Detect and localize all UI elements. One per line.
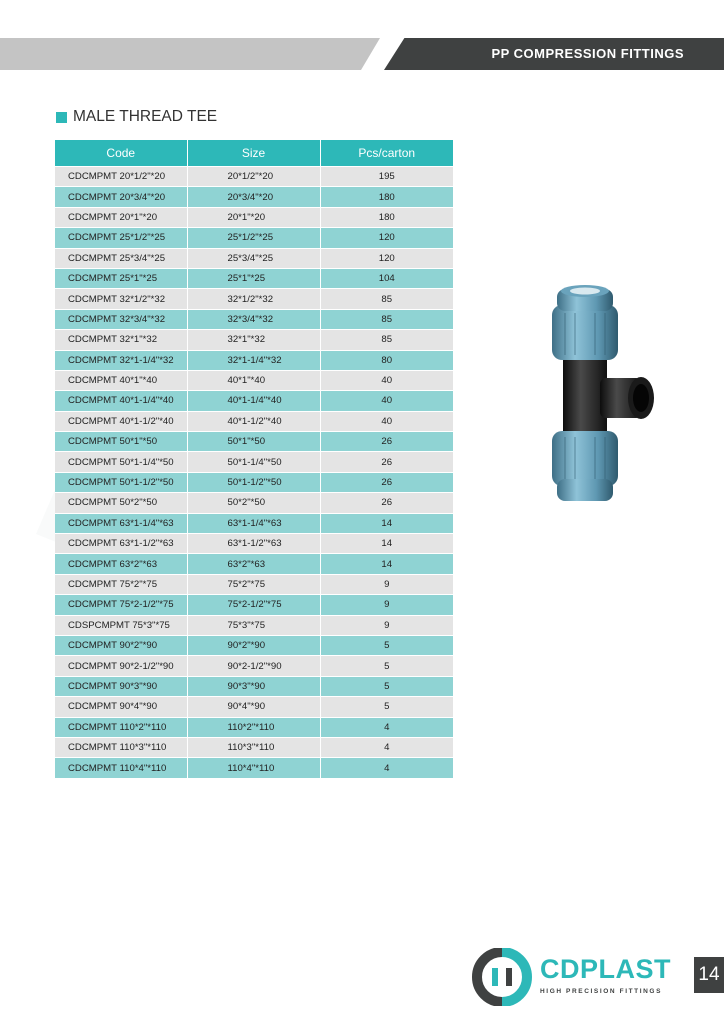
cell-size: 90*2"*90 bbox=[187, 635, 320, 655]
brand-logo bbox=[470, 948, 680, 1006]
section-title: MALE THREAD TEE bbox=[73, 108, 218, 125]
cell-code: CDSPCMPMT 75*3"*75 bbox=[55, 615, 187, 635]
cell-pcs-carton: 40 bbox=[320, 391, 453, 411]
cell-code: CDCMPMT 20*3/4"*20 bbox=[55, 187, 187, 207]
cell-pcs-carton: 26 bbox=[320, 432, 453, 452]
table-row bbox=[55, 635, 453, 655]
cell-code: CDCMPMT 110*2"*110 bbox=[55, 717, 187, 737]
page-number: 14 bbox=[694, 957, 724, 993]
table-row bbox=[55, 411, 453, 431]
cell-code: CDCMPMT 50*1-1/4"*50 bbox=[55, 452, 187, 472]
table-row bbox=[55, 452, 453, 472]
cell-size: 40*1-1/2"*40 bbox=[187, 411, 320, 431]
cell-code: CDCMPMT 90*2"*90 bbox=[55, 635, 187, 655]
table-row bbox=[55, 289, 453, 309]
table-row bbox=[55, 676, 453, 696]
cell-size: 40*1-1/4"*40 bbox=[187, 391, 320, 411]
section-square-icon bbox=[56, 112, 67, 123]
cell-size: 32*1"*32 bbox=[187, 330, 320, 350]
cell-size: 40*1"*40 bbox=[187, 370, 320, 390]
cell-size: 110*3"*110 bbox=[187, 737, 320, 757]
cell-size: 25*3/4"*25 bbox=[187, 248, 320, 268]
table-row bbox=[55, 493, 453, 513]
cell-pcs-carton: 14 bbox=[320, 534, 453, 554]
header-code: Code bbox=[55, 140, 187, 167]
table-row bbox=[55, 513, 453, 533]
table-row bbox=[55, 207, 453, 227]
table-row bbox=[55, 248, 453, 268]
cell-code: CDCMPMT 75*2-1/2"*75 bbox=[55, 595, 187, 615]
cell-pcs-carton: 40 bbox=[320, 411, 453, 431]
cell-size: 90*3"*90 bbox=[187, 676, 320, 696]
header-band-grey bbox=[0, 38, 380, 70]
cell-code: CDCMPMT 110*3"*110 bbox=[55, 737, 187, 757]
cell-pcs-carton: 180 bbox=[320, 207, 453, 227]
cell-pcs-carton: 5 bbox=[320, 656, 453, 676]
cell-size: 25*1/2"*25 bbox=[187, 228, 320, 248]
table-row bbox=[55, 391, 453, 411]
table-row bbox=[55, 615, 453, 635]
table-row bbox=[55, 228, 453, 248]
cell-code: CDCMPMT 40*1-1/2"*40 bbox=[55, 411, 187, 431]
cell-size: 50*1-1/2"*50 bbox=[187, 472, 320, 492]
cell-pcs-carton: 85 bbox=[320, 289, 453, 309]
cell-size: 75*2-1/2"*75 bbox=[187, 595, 320, 615]
table-row bbox=[55, 554, 453, 574]
cell-pcs-carton: 104 bbox=[320, 268, 453, 288]
table-row bbox=[55, 432, 453, 452]
cell-size: 90*4"*90 bbox=[187, 697, 320, 717]
cell-code: CDCMPMT 40*1"*40 bbox=[55, 370, 187, 390]
cell-code: CDCMPMT 25*1"*25 bbox=[55, 268, 187, 288]
cell-size: 20*3/4"*20 bbox=[187, 187, 320, 207]
cell-pcs-carton: 26 bbox=[320, 452, 453, 472]
table-header-row bbox=[55, 140, 453, 167]
cell-size: 50*1"*50 bbox=[187, 432, 320, 452]
cell-size: 32*1/2"*32 bbox=[187, 289, 320, 309]
cell-pcs-carton: 4 bbox=[320, 758, 453, 778]
cell-size: 90*2-1/2"*90 bbox=[187, 656, 320, 676]
cell-code: CDCMPMT 63*1-1/2"*63 bbox=[55, 534, 187, 554]
cell-pcs-carton: 9 bbox=[320, 615, 453, 635]
cell-pcs-carton: 85 bbox=[320, 309, 453, 329]
cell-pcs-carton: 80 bbox=[320, 350, 453, 370]
cell-size: 50*1-1/4"*50 bbox=[187, 452, 320, 472]
cell-code: CDCMPMT 32*1-1/4"*32 bbox=[55, 350, 187, 370]
cell-size: 32*3/4"*32 bbox=[187, 309, 320, 329]
table-row bbox=[55, 268, 453, 288]
cell-code: CDCMPMT 32*1/2"*32 bbox=[55, 289, 187, 309]
cell-pcs-carton: 180 bbox=[320, 187, 453, 207]
cell-code: CDCMPMT 50*1-1/2"*50 bbox=[55, 472, 187, 492]
cell-pcs-carton: 5 bbox=[320, 676, 453, 696]
table-row bbox=[55, 697, 453, 717]
cell-code: CDCMPMT 32*1"*32 bbox=[55, 330, 187, 350]
cell-pcs-carton: 85 bbox=[320, 330, 453, 350]
cell-code: CDCMPMT 63*2"*63 bbox=[55, 554, 187, 574]
cell-size: 25*1"*25 bbox=[187, 268, 320, 288]
cell-size: 63*1-1/4"*63 bbox=[187, 513, 320, 533]
table-row bbox=[55, 534, 453, 554]
cell-code: CDCMPMT 75*2"*75 bbox=[55, 574, 187, 594]
table-row bbox=[55, 717, 453, 737]
cell-pcs-carton: 9 bbox=[320, 574, 453, 594]
table-row bbox=[55, 737, 453, 757]
logo-name: CDPLAST bbox=[540, 954, 671, 984]
product-table bbox=[55, 140, 453, 778]
cell-pcs-carton: 14 bbox=[320, 554, 453, 574]
cell-pcs-carton: 195 bbox=[320, 167, 453, 187]
cell-code: CDCMPMT 110*4"*110 bbox=[55, 758, 187, 778]
header-title: PP COMPRESSION FITTINGS bbox=[491, 46, 684, 61]
cell-code: CDCMPMT 50*2"*50 bbox=[55, 493, 187, 513]
header-size: Size bbox=[187, 140, 320, 167]
cell-size: 110*2"*110 bbox=[187, 717, 320, 737]
cell-size: 63*2"*63 bbox=[187, 554, 320, 574]
cell-pcs-carton: 4 bbox=[320, 737, 453, 757]
cell-code: CDCMPMT 25*1/2"*25 bbox=[55, 228, 187, 248]
cell-pcs-carton: 120 bbox=[320, 228, 453, 248]
table-row bbox=[55, 758, 453, 778]
cell-code: CDCMPMT 20*1"*20 bbox=[55, 207, 187, 227]
cell-size: 63*1-1/2"*63 bbox=[187, 534, 320, 554]
table-row bbox=[55, 167, 453, 187]
male-thread-tee-image bbox=[545, 283, 657, 505]
cell-size: 75*2"*75 bbox=[187, 574, 320, 594]
cell-pcs-carton: 120 bbox=[320, 248, 453, 268]
logo-text bbox=[540, 954, 671, 985]
cell-code: CDCMPMT 25*3/4"*25 bbox=[55, 248, 187, 268]
cell-code: CDCMPMT 50*1"*50 bbox=[55, 432, 187, 452]
cell-size: 110*4"*110 bbox=[187, 758, 320, 778]
cell-code: CDCMPMT 40*1-1/4"*40 bbox=[55, 391, 187, 411]
table-row bbox=[55, 187, 453, 207]
table-row bbox=[55, 370, 453, 390]
cell-code: CDCMPMT 90*4"*90 bbox=[55, 697, 187, 717]
cell-pcs-carton: 40 bbox=[320, 370, 453, 390]
table-row bbox=[55, 595, 453, 615]
cell-pcs-carton: 14 bbox=[320, 513, 453, 533]
cell-code: CDCMPMT 20*1/2"*20 bbox=[55, 167, 187, 187]
table-row bbox=[55, 309, 453, 329]
cell-size: 50*2"*50 bbox=[187, 493, 320, 513]
table-row bbox=[55, 656, 453, 676]
cell-pcs-carton: 26 bbox=[320, 472, 453, 492]
cell-pcs-carton: 4 bbox=[320, 717, 453, 737]
cell-pcs-carton: 5 bbox=[320, 635, 453, 655]
cell-size: 75*3"*75 bbox=[187, 615, 320, 635]
cell-code: CDCMPMT 90*2-1/2"*90 bbox=[55, 656, 187, 676]
table-row bbox=[55, 574, 453, 594]
cell-size: 32*1-1/4"*32 bbox=[187, 350, 320, 370]
table-row bbox=[55, 350, 453, 370]
section-heading bbox=[56, 108, 217, 126]
table-row bbox=[55, 472, 453, 492]
cell-size: 20*1/2"*20 bbox=[187, 167, 320, 187]
cell-pcs-carton: 5 bbox=[320, 697, 453, 717]
logo-tagline: HIGH PRECISION FITTINGS bbox=[540, 988, 663, 995]
table-row bbox=[55, 330, 453, 350]
cell-size: 20*1"*20 bbox=[187, 207, 320, 227]
cell-pcs-carton: 9 bbox=[320, 595, 453, 615]
cell-code: CDCMPMT 63*1-1/4"*63 bbox=[55, 513, 187, 533]
cell-pcs-carton: 26 bbox=[320, 493, 453, 513]
header-pcs-carton: Pcs/carton bbox=[320, 140, 453, 167]
cell-code: CDCMPMT 32*3/4"*32 bbox=[55, 309, 187, 329]
cell-code: CDCMPMT 90*3"*90 bbox=[55, 676, 187, 696]
cdplast-logo-icon bbox=[470, 948, 534, 1006]
